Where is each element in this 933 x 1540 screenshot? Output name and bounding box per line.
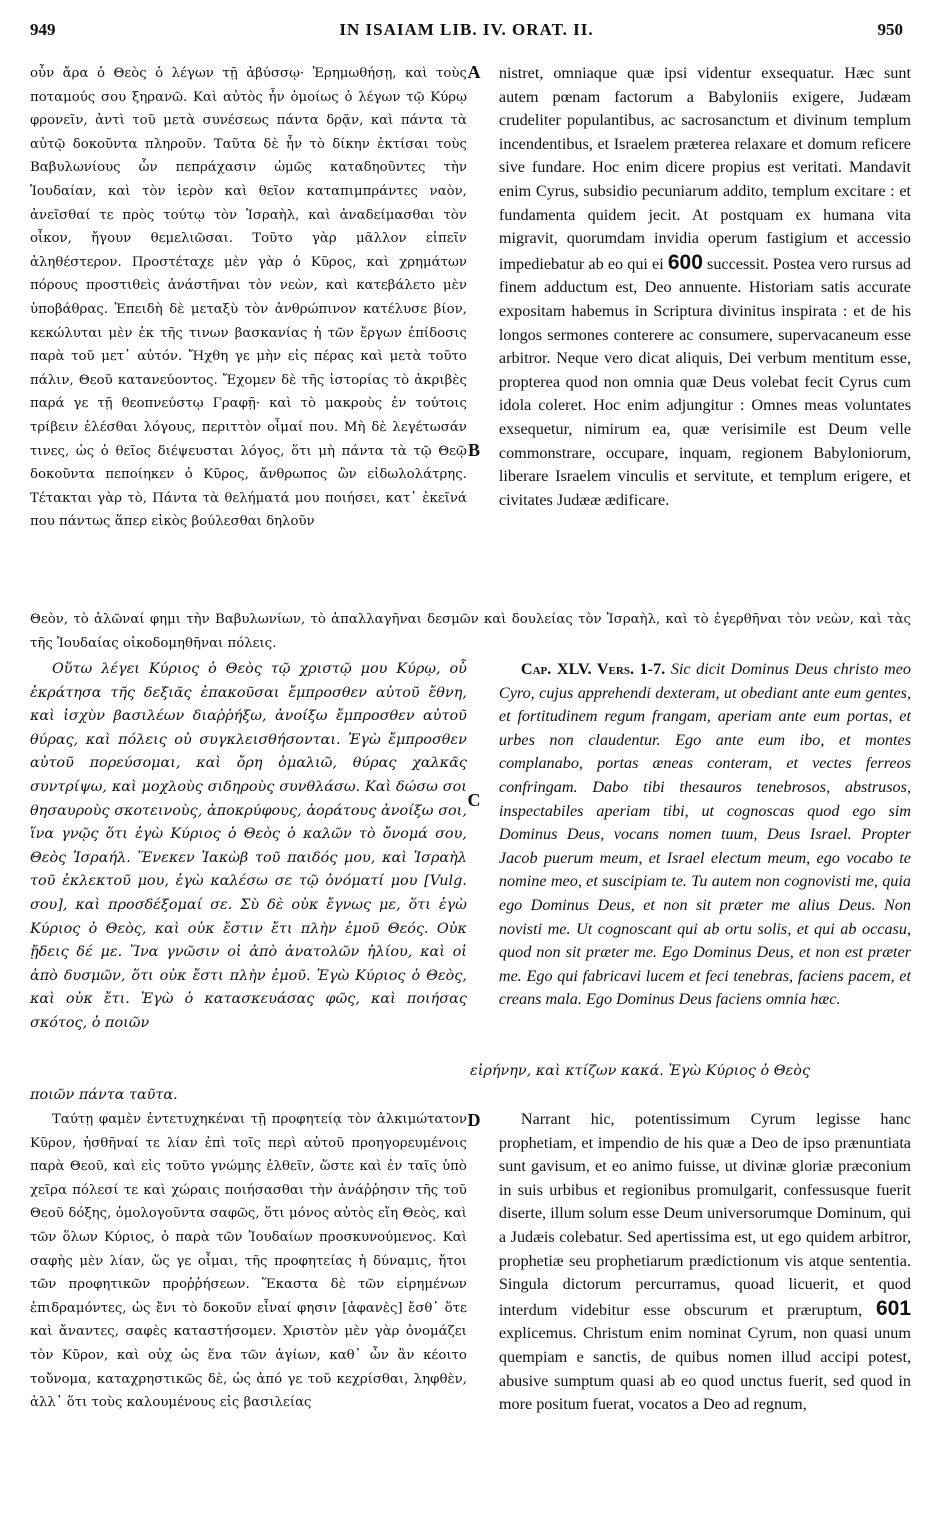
greek-full-width-1: Θεὸν, τὸ ἀλῶναί φημι τὴν Βαβυλωνίων, τὸ ἀπαλλαγῆναι δεσμῶν καὶ δουλείας τὸν Ἰσραὴλ, καὶ τὸ ἐγερθῆναι τὸν νεὼν, καὶ τὰς τῆς Ἰουδαίας οἰκοδομηθῆναι πόλεις. bbox=[30, 612, 911, 651]
margin-letter-c: C bbox=[467, 790, 481, 810]
latin-column-1 bbox=[473, 62, 911, 632]
greek-scripture: Οὕτω λέγει Κύριος ὁ Θεὸς τῷ χριστῷ μου Κύρῳ, οὗ ἐκράτησα τῆς δεξιᾶς ἐπακοῦσαι ἔμπροσθεν αὐτοῦ ἔθνη, καὶ ἰσχὺν βασιλέων διαῤῥήξω, ἀνοίξω ἔμπροσθεν αὐτοῦ θύρας, καὶ πόλεις οὐ συγκλεισθήσονται. Ἐγὼ ἔμπροσθεν αὐτοῦ πορεύσομαι, καὶ ὄρη ὁμαλιῶ, θύρας χαλκᾶς συντρίψω, καὶ μοχλοὺς σιδηροὺς συνθλάσω. Καὶ δώσω σοι θησαυροὺς σκοτεινοὺς, ἀποκρύφους, ἀοράτους ἀνοίξω σοι, ἵνα γνῷς ὅτι ἐγὼ Κύριος ὁ Θεὸς ὁ καλῶν τὸ ὄνομά σου, Θεὸς Ἰσραήλ. Ἕνεκεν Ἰακὼβ τοῦ παιδός μου, καὶ Ἰσραὴλ τοῦ ἐκλεκτοῦ μου, ἐγὼ καλέσω σε τῷ ὀνόματί μου [Vulg. σου], καὶ προσδέξομαί σε. Σὺ δὲ οὐκ ἔγνως με, ὅτι ἐγὼ Κύριος ὁ Θεὸς, καὶ οὐκ ἔστιν ἔτι πλὴν ἐμοῦ Θεός. Οὐκ ᾔδεις δέ με. Ἵνα γνῶσιν οἱ ἀπὸ ἀνατολῶν ἡλίου, καὶ οἱ ἀπὸ δυσμῶν, ὅτι οὐκ ἔστι πλὴν ἐμοῦ. Ἐγὼ Κύριος ὁ Θεὸς, καὶ οὐκ ἔτι. Ἐγὼ ὁ κατασκευάσας φῶς, καὶ ποιήσας σκότος, ὁ ποιῶν bbox=[30, 661, 467, 1031]
page-number-left: 949 bbox=[30, 20, 56, 39]
margin-letter-a: A bbox=[467, 62, 481, 82]
chapter-verse-heading: Cap. XLV. Vers. 1-7. bbox=[520, 660, 666, 678]
section-1 bbox=[30, 62, 911, 632]
column-mark-601: 601 bbox=[875, 1296, 911, 1320]
latin-column-3 bbox=[473, 1108, 911, 1528]
section-2 bbox=[30, 658, 911, 1060]
latin-text-part: Narrant hic, potentissimum Cyrum legisse hanc prophetiam, et impendio de his quæ a Deo de ipso prænuntiata sunt gavisum, et eo animo fuisse, ut divinæ gloriæ præconium in suis urbibus et regionibus promulgarit, confessusque fuerit diserte, illum solum esse Deum universorumque Dominum, qui a Judæis colebatur. Sed apertissima est, ut ego quidem arbitror, prophetiæ seu prophetiarum prædictionum vis atque sententia. Singula dictorum percurramus, quoad licuerit, et quod interdum videbitur esse obscurum et præruptum, bbox=[498, 1110, 911, 1319]
section-3 bbox=[30, 1108, 911, 1528]
running-header bbox=[30, 20, 903, 50]
greek-column-1 bbox=[30, 62, 473, 632]
greek-last-line: ποιῶν πάντα ταῦτα. bbox=[30, 1087, 178, 1103]
greek-text: οὖν ἄρα ὁ Θεὸς ὁ λέγων τῇ ἀβύσσῳ· Ἐρημωθήσῃ, καὶ τοὺς ποταμούς σου ξηρανῶ. Καὶ αὐτὸς ἦν ὁμοίως ὁ λέγων τῷ Κύρῳ φρονεῖν, ἀντὶ τοῦ μετὰ συνέσεως πάντα δρᾷν, καὶ πάντα τὰ αὐτῷ δοκοῦντα πληροῦν. Ταῦτα δὲ ἦν τὸ δίκην ἐκτίσαι τοὺς Βαβυλωνίους ὧν πεπράχασιν ὠμῶς καταδηοῦντες τὴν Ἰουδαίαν, καὶ τὸν ἱερὸν καὶ θεῖον καταπιμπράντες ναὸν, ἀνεῖσθαί τε πρὸς τούτῳ τὸν Ἰσραὴλ, καὶ ἀναδείμασθαι τὸν οἶκον, ἤγουν θεμελιῶσαι. Τοῦτο γὰρ μᾶλλον εἰπεῖν ἀληθέστερον. Προστέταχε μὲν γὰρ ὁ Κῦρος, καὶ χρημάτων πόρους προστιθεὶς ἀνάστῆναι τὸν νεὼν, καὶ κατεβάλετο μὲν ὑποβάθρας. Ἐπειδὴ δὲ μεταξὺ τὸν ἀνθρώπινον κατέλυσε βίον, κεκώλυται μὲν ἐκ τῆς τινων βασκανίας ἡ τῶν ἔργων ἐπίδοσις παρὰ τοῦ μετ᾽ αὐτόν. Ἤχθη γε μὴν εἰς πέρας καὶ μετὰ τοῦτο πάλιν, Θεοῦ κατανεύοντος. Ἔχομεν δὲ τῆς ἱστορίας τὸ ἀκριβὲς παρά γε τῇ θεοπνεύστῳ Γραφῇ· καὶ τὸ μακροὺς ἐν τούτοις τρίβειν ἑλέσθαι λόγους, περιττὸν οἶμαί που. Μὴ δὲ λεγέτωσάν τινες, ὡς ὁ θεῖος διέψευσται λόγος, ὅτι μὴ πάντα τὰ τῷ Θεῷ δοκοῦντα πεποίηκεν ὁ Κῦρος, ἄνθρωπος ὢν εἰδωλολάτρης. Τέτακται γὰρ τὸ, Πάντα τὰ θελήματά μου ποιήσει, κατ᾽ ἐκεῖνά που πάντως ἅπερ εἰκὸς βούλεσθαι δηλοῦν bbox=[30, 66, 467, 530]
latin-text bbox=[499, 62, 911, 512]
margin-letter-b: B bbox=[467, 440, 480, 460]
running-title: IN ISAIAM LIB. IV. ORAT. II. bbox=[339, 20, 594, 39]
latin-scripture-text: Sic dicit Dominus Deus christo meo Cyro, cujus apprehendi dexteram, ut obediant ante eum gentes, et fortitudinem regum frangam, aperiam ante eum portas, et urbes non claudentur. Ego ante eum ibo, et montes complanabo, portas æneas conteram, et vectes ferreos confringam. Dabo tibi thesauros tenebrosos, abstrusos, inspectabiles aperiam tibi, ut cognoscas quod ego sim Dominus Deus, vocans nomen tuum, Deus Israel. Propter Jacob puerum meum, et Israel electum meum, ego vocabo te nomine meo, et suscipiam te. Tu autem non cognovisti me, quia ego Dominus Deus, et non sit præter me alius Deus. Non novisti me. Ut cognoscant qui ab ortu solis, et qui ab occasu, quod non sit præter me. Ego Dominus Deus, et non est præter me. Ego qui fabricavi lucem et feci tenebras, faciens pacem, et creans mala. Ego Dominus Deus faciens omnia hæc. bbox=[498, 660, 911, 1009]
latin-text-part: successit. Postea vero rursus ad finem adductum est, Deo annuente. Historiam satis accurate expositam habemus in Scriptura divinitus inspirata : et de his longos sermones conterere ac consumere, supervacaneum esse arbitror. Neque vero dicat aliquis, Dei verbum mentitum esse, propterea quod non omnia quæ Deus volebat fecit Cyrus cum idola coleret. Hoc enim adjungitur : Omnes meas voluntates exsequetur, nimirum ea, quæ verisimile est Deum velle commonstrare, occupare, inquam, regionem Babyloniorum, liberare Israelem vinculis et servitute, et templum erigere, et civitates Judææ ædificare. bbox=[498, 254, 911, 509]
page-number-right: 950 bbox=[877, 20, 903, 39]
greek-column-2 bbox=[30, 658, 473, 1060]
latin-text-part: explicemus. Christum enim nominat Cyrum, non quasi unum quempiam e sanctis, de quibus nomen illud accipi potest, abusive sumptum quasi ab eo quod unctus fuerit, sed quod in more positum fuerat, vocatos a Deo ad regnum, bbox=[498, 1324, 911, 1414]
greek-tail: εἰρήνην, καὶ κτίζων κακά. Ἐγὼ Κύριος ὁ Θεὸς bbox=[470, 1063, 811, 1079]
greek-column-3 bbox=[30, 1108, 473, 1528]
greek-commentary: Ταύτῃ φαμὲν ἐντετυχηκέναι τῇ προφητείᾳ τὸν ἀλκιμώτατον Κῦρον, ἡσθῆναί τε λίαν ἐπὶ τοῖς περὶ αὐτοῦ προηγορευμένοις παρὰ Θεοῦ, καὶ εἰς τοῦτο γνώμης ἐλθεῖν, ὥστε καὶ ἐν ταῖς ὑπὸ χεῖρα πόλεσί τε καὶ χώραις ποιήσασθαι τὴν ἀνάῤῥησιν τῆς τοῦ Θεοῦ δόξης, ὁμολογοῦντα σαφῶς, ὅτι μόνος αὐτὸς εἴη Θεὸς, καὶ τῶν ὅλων Κύριος, ὁ παρὰ τῶν Ἰουδαίων προσκυνούμενος. Καὶ σαφὴς μὲν λίαν, ὥς γε οἶμαι, τῆς προφητείας ἡ δύναμις, ἤτοι τῶν προφητικῶν προῤῥήσεων. Ἕκαστα δὲ τῶν εἰρημένων ἐπιδραμόντες, ὡς ἔνι τὸ δοκοῦν εἶναί φησιν [ἀφανὲς] ἔσθ᾽ ὅτε καὶ ἄναντες, σαφὲς καταστήσομεν. Χριστὸν μὲν γὰρ ὀνομάζει τὸν Κῦρον, καὶ οὐχ ὡς ἕνα τῶν ἁγίων, καθ᾽ ὧν ἂν κέοιτο τοὔνομα, καταχρηστικῶς δὲ, ὡς ἀπό γε τοῦ κεχρίσθαι, ληφθὲν, ἀλλ᾽ ὅτι τοὺς καλουμένους εἰς βασιλείας bbox=[30, 1112, 467, 1411]
column-mark-600: 600 bbox=[667, 250, 703, 274]
margin-letter-d: D bbox=[467, 1110, 481, 1130]
latin-column-2 bbox=[473, 658, 911, 1060]
latin-text-part: nistret, omniaque quæ ipsi videntur exsequatur. Hæc sunt autem pœnam factorum a Babyloniis exigere, Judæam crudeliter populantibus, ac sacrosanctum et divinum templum incendentibus, et Israelem præterea relaxare et domum reficere sive fundare. Hoc enim dicere propius est veritati. Mandavit enim Cyrus, subsidio pecuniarum addito, templum excitare : et fundamenta quidem jecit. At postquam ex humana vita migravit, quorumdam invidia operum fastigium et accessio impediebatur ab eo qui ei bbox=[498, 64, 911, 273]
latin-scripture bbox=[499, 658, 911, 1012]
latin-commentary bbox=[499, 1108, 911, 1417]
